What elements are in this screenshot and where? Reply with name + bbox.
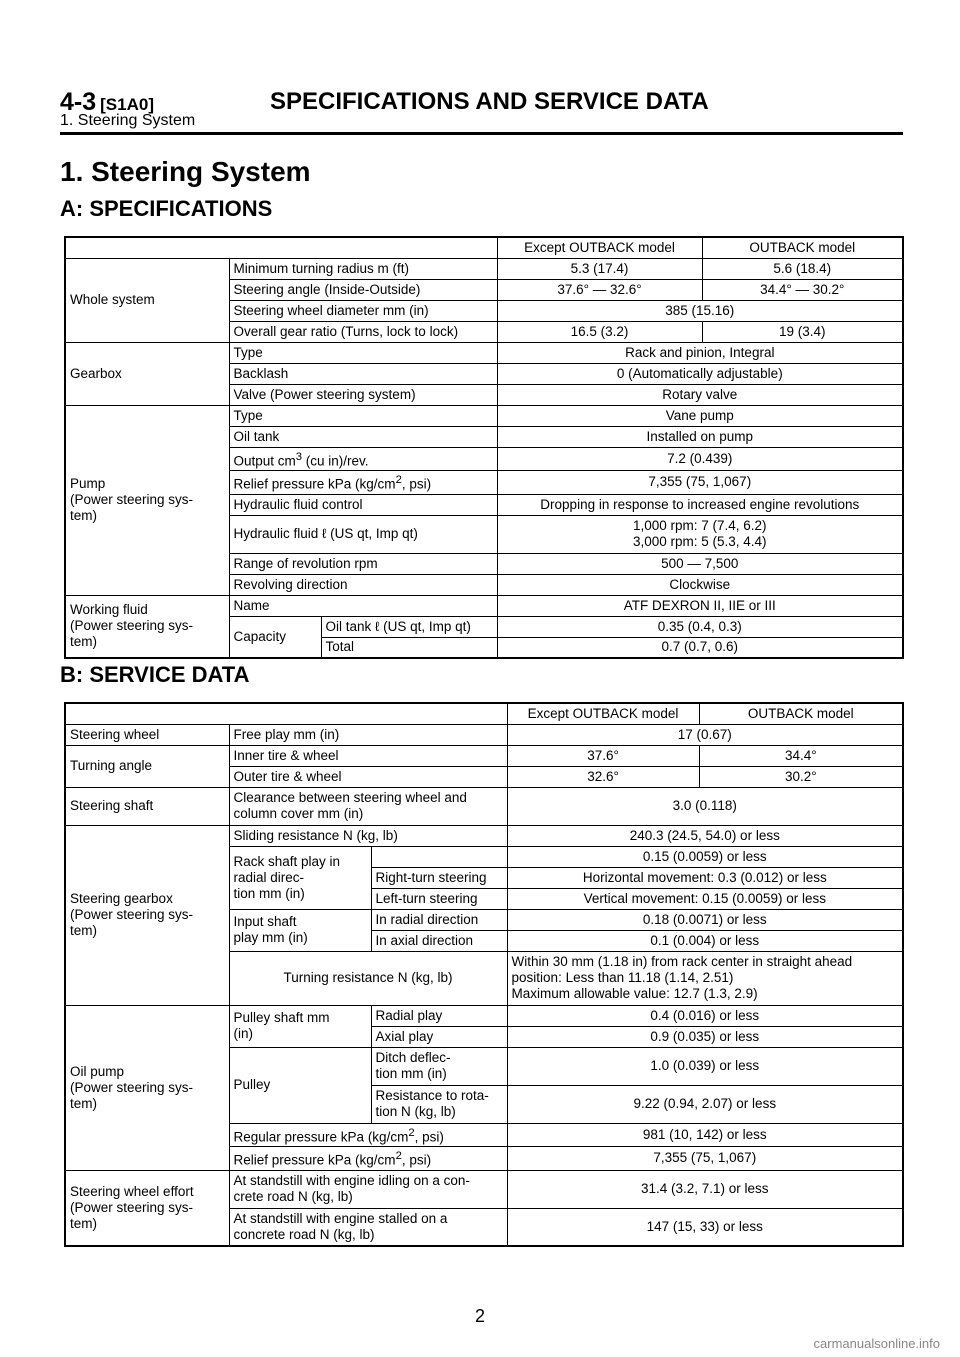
row-label [229,1123,507,1147]
label-line: tion N (kg, lb) [375,1104,456,1119]
row-label: Revolving direction [229,574,497,595]
group-steering-wheel: Steering wheel [65,724,229,745]
value-cell: 34.4° — 30.2° [702,279,903,300]
row-label [229,447,497,471]
label-text: Output cm [233,453,296,468]
value-line: Maximum allowable value: 12.7 (1.3, 2.9) [511,986,758,1001]
value-cell: 240.3 (24.5, 54.0) or less [507,825,903,846]
row-label: Turning resistance N (kg, lb) [229,951,507,1005]
input-shaft-play-label [229,909,371,951]
label-text: (cu in)/rev. [302,453,369,468]
table-row [65,1005,903,1026]
row-label: Range of revolution rpm [229,553,497,574]
row-label: Valve (Power steering system) [229,384,497,405]
value-cell: 7,355 (75, 1,067) [497,471,903,495]
superscript: 2 [395,474,402,486]
label-line: play mm (in) [233,930,308,945]
value-line: position: Less than 11.18 (1.14, 2.51) [511,970,734,985]
value-cell: 5.3 (17.4) [497,258,702,279]
group-label-line: (Power steering sys- [70,1079,194,1095]
table-row [65,825,903,846]
table-row [65,724,903,745]
sub-label: In axial direction [371,930,507,951]
table-row [65,237,903,258]
superscript: 3 [295,450,303,463]
label-line: Ditch deflec- [375,1050,451,1065]
value-cell: 0 (Automatically adjustable) [497,363,903,384]
sub-label [371,1047,507,1085]
row-label: Total [321,637,497,658]
label-line: crete road N (kg, lb) [233,1189,353,1204]
table-row [65,405,903,426]
value-cell: Installed on pump [497,426,903,447]
value-cell: 0.7 (0.7, 0.6) [497,637,903,658]
col-header-outback: OUTBACK model [702,237,903,258]
section-number: 4-3 [60,88,97,116]
label-line: column cover mm (in) [233,806,364,821]
row-label [229,1147,507,1171]
value-cell: 37.6° [507,745,699,766]
value-cell: 0.1 (0.004) or less [507,930,903,951]
row-label: Sliding resistance N (kg, lb) [229,825,507,846]
value-cell: Vertical movement: 0.15 (0.0059) or less [507,888,903,909]
row-label: Oil tank [229,426,497,447]
row-label [229,1170,507,1208]
group-label-line: (Power steering sys- [70,618,194,634]
col-header-except: Except OUTBACK model [497,237,702,258]
table-row [65,787,903,825]
label-text: , psi) [401,1152,432,1168]
group-label-line: Steering wheel effort [70,1183,194,1199]
page-number: 2 [474,1306,485,1326]
sub-label: Radial play [371,1005,507,1026]
row-label: Overall gear ratio (Turns, lock to lock) [229,321,497,342]
value-cell: 32.6° [507,766,699,787]
row-label [229,471,497,495]
value-cell: Vane pump [497,405,903,426]
group-label-line: (Power steering sys- [70,907,194,922]
group-label-line: Working fluid [70,602,148,618]
group-pump [65,405,229,595]
group-gearbox: Gearbox [65,342,229,405]
row-label: Outer tire & wheel [229,766,507,787]
value-cell: 37.6° — 32.6° [497,279,702,300]
row-label: Type [229,342,497,363]
value-cell: 19 (3.4) [702,321,903,342]
row-label: Steering wheel diameter mm (in) [229,300,497,321]
group-label-line: tem) [70,508,97,523]
table-row [65,595,903,616]
rack-shaft-play-label [229,846,371,909]
label-line: Resistance to rota- [375,1088,489,1103]
group-label-line: tem) [70,1095,97,1111]
group-whole-system: Whole system [65,258,229,342]
row-label: Hydraulic fluid control [229,494,497,515]
value-cell: 981 (10, 142) or less [507,1123,903,1147]
value-cell: 500 — 7,500 [497,553,903,574]
pulley-label: Pulley [229,1047,371,1123]
value-cell: 30.2° [699,766,903,787]
value-cell: 5.6 (18.4) [702,258,903,279]
specifications-heading: A: SPECIFICATIONS [60,196,273,221]
superscript: 2 [395,1150,402,1162]
value-cell: 147 (15, 33) or less [507,1208,903,1246]
value-cell [507,951,903,1005]
value-cell: 0.15 (0.0059) or less [507,846,903,867]
capacity-label: Capacity [229,616,321,658]
value-cell: 3.0 (0.118) [507,787,903,825]
label-line: At standstill with engine idling on a con- [233,1173,470,1188]
row-label: Free play mm (in) [229,724,507,745]
value-cell [497,515,903,553]
pulley-shaft-label [229,1005,371,1047]
page-title: 1. Steering System [60,156,311,187]
table-row [65,703,903,724]
value-cell: Rack and pinion, Integral [497,342,903,363]
row-label: Minimum turning radius m (ft) [229,258,497,279]
table-row [65,1170,903,1208]
value-cell: 0.9 (0.035) or less [507,1026,903,1047]
specifications-table [64,236,904,659]
label-text: , psi) [401,476,432,492]
value-cell: 31.4 (3.2, 7.1) or less [507,1170,903,1208]
value-cell: ATF DEXRON II, IIE or III [497,595,903,616]
sub-label: Right-turn steering [371,867,507,888]
label-text: Relief pressure kPa (kg/cm [233,1152,396,1168]
label-line: Clearance between steering wheel and [233,790,467,805]
value-cell: 1.0 (0.039) or less [507,1047,903,1085]
sub-label [371,846,507,867]
label-line: concrete road N (kg, lb) [233,1226,375,1242]
value-cell: 385 (15.16) [497,300,903,321]
row-label [229,787,507,825]
group-label-line: tem) [70,923,97,938]
breadcrumb: 1. Steering System [60,112,196,129]
sub-label: Axial play [371,1026,507,1047]
value-cell: Horizontal movement: 0.3 (0.012) or less [507,867,903,888]
value-line: 3,000 rpm: 5 (5.3, 4.4) [632,534,767,549]
group-label-line: tem) [70,634,97,650]
group-label-line: (Power steering sys- [70,492,194,507]
group-label-line: (Power steering sys- [70,1199,194,1215]
value-cell: 34.4° [699,745,903,766]
label-line: Input shaft [233,914,297,929]
label-text: Regular pressure kPa (kg/cm [233,1129,409,1144]
col-header-except: Except OUTBACK model [507,703,699,724]
group-label-line: tem) [70,1215,97,1231]
value-cell: Rotary valve [497,384,903,405]
value-cell: Dropping in response to increased engine revolutions [497,494,903,515]
group-steering-gearbox [65,825,229,1005]
group-oil-pump [65,1005,229,1170]
label-line: At standstill with engine stalled on a [233,1210,448,1226]
label-text: , psi) [414,1129,444,1144]
value-cell: 0.4 (0.016) or less [507,1005,903,1026]
value-cell: 7,355 (75, 1,067) [507,1147,903,1171]
header-title: SPECIFICATIONS AND SERVICE DATA [270,88,709,115]
group-steering-wheel-effort [65,1170,229,1246]
table-row [65,258,903,279]
value-line: Within 30 mm (1.18 in) from rack center in straight ahead [511,954,853,969]
value-cell: Clockwise [497,574,903,595]
label-text: Relief pressure kPa (kg/cm [233,476,396,492]
value-line: 1,000 rpm: 7 (7.4, 6.2) [632,518,767,533]
group-label-line: Steering gearbox [70,891,173,906]
label-line: tion mm (in) [375,1066,447,1081]
row-label: Oil tank ℓ (US qt, Imp qt) [321,616,497,637]
watermark-text: carmanualsonline.info [813,1336,940,1351]
row-label [229,1208,507,1246]
group-label-line: Pump [70,476,106,491]
sub-label [371,1085,507,1123]
group-working-fluid [65,595,229,658]
group-turning-angle: Turning angle [65,745,229,787]
row-label: Hydraulic fluid ℓ (US qt, Imp qt) [229,515,497,553]
value-cell: 7.2 (0.439) [497,447,903,471]
sub-label: In radial direction [371,909,507,930]
row-label: Name [229,595,497,616]
group-label-line: Oil pump [70,1063,125,1079]
value-cell: 17 (0.67) [507,724,903,745]
superscript: 2 [408,1126,415,1139]
col-header-outback: OUTBACK model [699,703,903,724]
value-cell: 16.5 (3.2) [497,321,702,342]
label-line: Rack shaft play in [233,853,341,869]
label-line: tion mm (in) [233,885,305,901]
row-label: Steering angle (Inside-Outside) [229,279,497,300]
label-line: radial direc- [233,869,305,885]
service-data-table [64,702,904,1247]
row-label: Type [229,405,497,426]
label-line: (in) [233,1026,253,1041]
label-line: Pulley shaft mm [233,1010,330,1025]
group-steering-shaft: Steering shaft [65,787,229,825]
value-cell: 9.22 (0.94, 2.07) or less [507,1085,903,1123]
row-label: Inner tire & wheel [229,745,507,766]
section-code: [S1A0] [100,95,154,114]
value-cell: 0.35 (0.4, 0.3) [497,616,903,637]
table-row [65,745,903,766]
row-label: Backlash [229,363,497,384]
service-data-heading: B: SERVICE DATA [60,662,250,687]
sub-label: Left-turn steering [371,888,507,909]
table-row [65,342,903,363]
header-rule [60,132,903,135]
value-cell: 0.18 (0.0071) or less [507,909,903,930]
